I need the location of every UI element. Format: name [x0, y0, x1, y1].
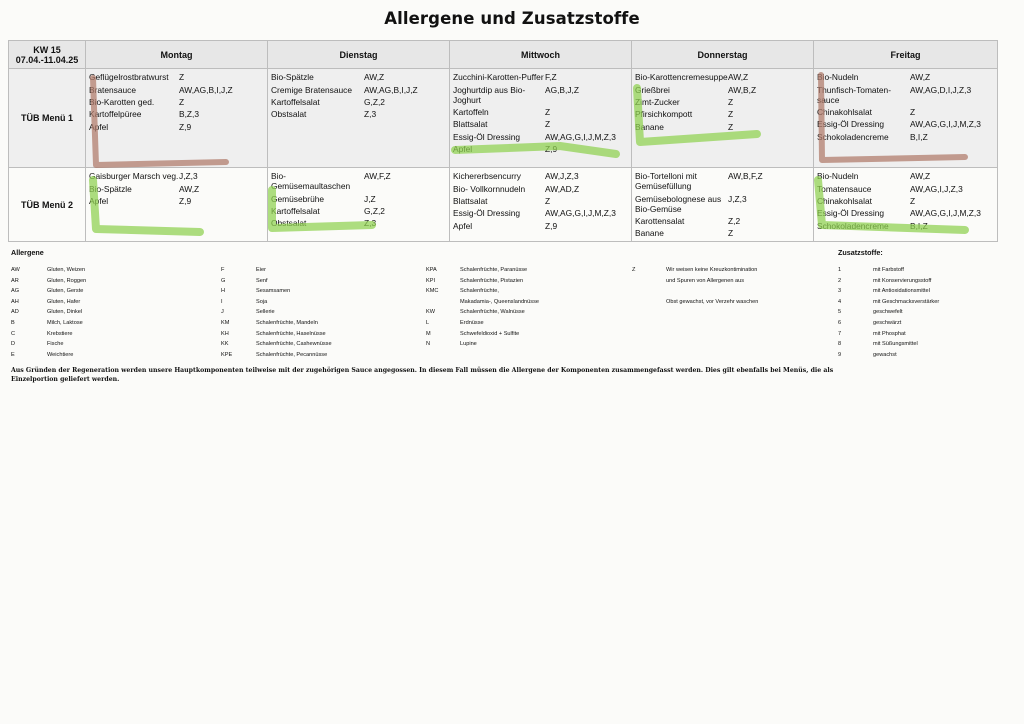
- legend-code: KK: [221, 341, 229, 348]
- dish-codes: Z: [545, 106, 551, 117]
- dish-item: [635, 192, 811, 214]
- dish-name: Chinakohlsalat: [817, 106, 872, 117]
- dish-name: Apfel: [89, 121, 109, 132]
- day-header-dienstag: Dienstag: [268, 41, 450, 69]
- legend-code: 1: [838, 267, 842, 273]
- dish-item: [453, 83, 629, 105]
- dish-codes: AW,B,F,Z: [728, 171, 763, 182]
- dish-codes: AW,AG,G,I,J,M,Z,3: [910, 119, 981, 130]
- dish-codes: Z,3: [364, 109, 377, 120]
- menu-cell: [632, 168, 814, 242]
- dish-name: Thunfisch-Tomaten-sauce: [817, 84, 892, 105]
- dish-name: Kartoffelsalat: [271, 205, 320, 216]
- allergen-entry: [11, 307, 86, 318]
- legend-text: gewachst: [873, 351, 897, 358]
- legend-text: Fische: [47, 341, 64, 348]
- dish-codes: Z: [910, 195, 916, 206]
- legend-code: [632, 297, 666, 308]
- dish-item: [817, 207, 995, 219]
- menu-cell: [632, 69, 814, 168]
- dish-codes: AW,Z: [910, 72, 931, 83]
- dish-item: [89, 121, 265, 133]
- dish-name: Bratensauce: [89, 84, 137, 95]
- dish-name: Bio-Nudeln: [817, 72, 859, 83]
- legend-text: geschwefelt: [873, 309, 903, 316]
- legend-text: Erdnüsse: [460, 319, 484, 326]
- dish-item: [817, 83, 995, 105]
- dish-name: Bio-Spätzle: [89, 183, 132, 194]
- legend-code: 3: [838, 288, 842, 295]
- dish-name: Zimt-Zucker: [635, 96, 680, 107]
- dish-item: [271, 71, 447, 83]
- zusatzstoffe-heading: Zusatzstoffe:: [838, 248, 883, 257]
- menu-cell: [268, 69, 450, 168]
- dish-codes: AW,AG,G,I,J,M,Z,3: [545, 208, 616, 219]
- dish-item: [635, 96, 811, 108]
- legend-code: F: [221, 267, 225, 273]
- allergen-entry: [632, 276, 758, 287]
- legend-text: und Spuren von Allergenen aus: [666, 277, 745, 284]
- legend-code: E: [11, 351, 15, 358]
- dish-codes: Z,9: [545, 144, 558, 155]
- dish-codes: Z: [728, 121, 734, 132]
- legend-text: Gluten, Hafer: [47, 298, 81, 305]
- legend-text: Gluten, Weizen: [47, 267, 86, 273]
- allergen-entry: [221, 286, 332, 297]
- zusatzstoff-entry: [838, 329, 939, 340]
- dish-codes: F,Z: [545, 72, 557, 83]
- legend-code: J: [221, 309, 224, 316]
- legend-text: Soja: [256, 298, 268, 305]
- dish-item: [635, 121, 811, 133]
- day-header-mittwoch: Mittwoch: [450, 41, 632, 69]
- zusatzstoff-entry: [838, 276, 939, 287]
- legend-text: mit Phosphat: [873, 330, 906, 337]
- dish-name: Kartoffelpüree: [89, 109, 142, 120]
- dish-codes: AW,AG,D,I,J,Z,3: [910, 84, 972, 95]
- menu-cell: [814, 168, 998, 242]
- day-header-freitag: Freitag: [814, 41, 998, 69]
- dish-name: Kartoffelsalat: [271, 96, 320, 107]
- dish-name: Geflügelrostbratwurst: [89, 72, 169, 83]
- dish-name: Grießbrei: [635, 84, 670, 95]
- legend-text: Schalenfrüchte, Cashewnüsse: [256, 341, 332, 348]
- dish-item: [453, 118, 629, 130]
- menu-cell: [86, 168, 268, 242]
- allergen-entry: [632, 297, 758, 308]
- legend-text: Schalenfrüchte, Pistazien: [460, 277, 524, 284]
- menu-label: TÜB Menü 1: [9, 69, 86, 168]
- legend-text: Gluten, Dinkel: [47, 309, 83, 316]
- dish-codes: AW,Z: [364, 72, 385, 83]
- legend-code: KM: [221, 319, 230, 326]
- allergen-entry: [221, 297, 332, 308]
- allergen-entry: [11, 318, 86, 329]
- legend-text: Obst gewachst, vor Verzehr waschen: [666, 298, 759, 305]
- dish-name: Essig-Öl Dressing: [817, 119, 885, 130]
- legend-text: Schalenfrüchte,: [460, 288, 499, 295]
- legend-code: KMC: [426, 288, 439, 295]
- allergen-entry: [221, 329, 332, 340]
- dish-codes: Z,3: [364, 218, 377, 229]
- dish-name: Karottensalat: [635, 215, 685, 226]
- dish-item: [89, 182, 265, 194]
- legend-text: Schalenfrüchte, Walnüsse: [460, 309, 525, 316]
- dish-item: [635, 215, 811, 227]
- dish-name: Essig-Öl Dressing: [817, 208, 885, 219]
- legend-code: AD: [11, 309, 19, 316]
- allergen-legend-col-2: [221, 265, 332, 360]
- dish-item: [453, 106, 629, 118]
- allergen-legend-col-1: [11, 265, 86, 360]
- menu-table: [8, 40, 998, 242]
- legend-code: Z: [632, 267, 636, 273]
- dish-codes: AW,AG,B,I,J,Z: [179, 84, 233, 95]
- allergene-heading: Allergene: [11, 248, 44, 257]
- allergen-entry: [426, 276, 539, 287]
- legend-code: 5: [838, 309, 842, 316]
- dish-name: Bio-Karotten ged.: [89, 96, 155, 107]
- allergen-entry: [221, 276, 332, 287]
- dish-name: Bio-Tortelloni mit Gemüsefüllung: [635, 171, 697, 192]
- legend-text: Lupine: [460, 341, 477, 348]
- legend-text: Wir weisen keine Kreuzkontimination: [666, 267, 758, 273]
- dish-name: Cremige Bratensauce: [271, 84, 352, 95]
- zusatzstoff-entry: [838, 350, 939, 361]
- dish-item: [89, 170, 265, 182]
- allergen-entry: [632, 265, 758, 276]
- zusatzstoff-entry: [838, 297, 939, 308]
- legend-code: G: [221, 277, 226, 284]
- dish-name: Pfirsichkompott: [635, 109, 693, 120]
- dish-item: [271, 96, 447, 108]
- allergen-entry: [426, 265, 539, 276]
- dish-codes: J,Z,3: [179, 171, 198, 182]
- dish-item: [271, 83, 447, 95]
- dish-codes: Z: [179, 72, 185, 83]
- dish-name: Zucchini-Karotten-Puffer: [453, 72, 544, 83]
- week-dates: 07.04.-11.04.25: [15, 54, 79, 65]
- dish-name: Gemüsebrühe: [271, 193, 325, 204]
- dish-item: [453, 71, 629, 83]
- legend-code: KH: [221, 330, 229, 337]
- dish-name: Joghurtdip aus Bio-Joghurt: [453, 84, 526, 105]
- dish-name: Apfel: [89, 195, 109, 206]
- menu-cell: [814, 69, 998, 168]
- dish-codes: Z: [728, 96, 734, 107]
- dish-item: [453, 195, 629, 207]
- legend-code: KW: [426, 309, 436, 316]
- legend-text: Schalenfrüchte, Pecannüsse: [256, 351, 328, 358]
- legend-code: 6: [838, 319, 842, 326]
- legend-text: mit Antioxidationsmittel: [873, 288, 930, 295]
- legend-code: L: [426, 319, 430, 326]
- dish-name: Obstsalat: [271, 218, 307, 229]
- dish-item: [817, 131, 995, 143]
- day-header-donnerstag: Donnerstag: [632, 41, 814, 69]
- zusatzstoff-entry: [838, 307, 939, 318]
- dish-codes: B,I,Z: [910, 131, 928, 142]
- allergen-entry: [426, 307, 539, 318]
- legend-code: 9: [838, 351, 842, 358]
- legend-code: I: [221, 298, 223, 305]
- dish-item: [453, 182, 629, 194]
- legend-text: geschwärzt: [873, 319, 902, 326]
- allergen-entry: [11, 265, 86, 276]
- legend-text: Schwefeldioxid + Sulfite: [460, 330, 520, 337]
- dish-item: [453, 207, 629, 219]
- dish-codes: AW,AG,G,I,J,M,Z,3: [910, 208, 981, 219]
- dish-codes: G,Z,2: [364, 205, 385, 216]
- allergen-entry: [426, 297, 539, 308]
- allergen-entry: [426, 286, 539, 297]
- dish-name: Blattsalat: [453, 119, 488, 130]
- dish-name: Kartoffeln: [453, 106, 489, 117]
- dish-item: [635, 227, 811, 239]
- legend-text: Krebstiere: [47, 330, 73, 337]
- dish-codes: AW,AG,I,J,Z,3: [910, 183, 963, 194]
- legend-code: AH: [11, 298, 19, 305]
- dish-name: Essig-Öl Dressing: [453, 208, 521, 219]
- dish-name: Gaisburger Marsch veg.: [89, 171, 179, 182]
- allergen-entry: [632, 286, 758, 297]
- menu-cell: [268, 168, 450, 242]
- legend-text: mit Farbstoff: [873, 267, 904, 273]
- dish-item: [271, 108, 447, 120]
- legend-text: mit Geschmacksverstärker: [873, 298, 940, 305]
- dish-item: [271, 217, 447, 229]
- day-header-montag: Montag: [86, 41, 268, 69]
- dish-item: [635, 108, 811, 120]
- dish-name: Bio-Gemüsemaultaschen: [271, 171, 351, 192]
- allergen-entry: [426, 329, 539, 340]
- allergen-entry: [221, 318, 332, 329]
- legend-text: Gluten, Roggen: [47, 277, 87, 284]
- dish-codes: AW,Z: [179, 183, 200, 194]
- page-title: Allergene und Zusatzstoffe: [384, 9, 640, 28]
- week-header: [9, 41, 86, 69]
- legend-code: M: [426, 330, 431, 337]
- dish-name: Gemüsebolognese aus Bio-Gemüse: [635, 193, 722, 214]
- dish-codes: Z: [179, 96, 185, 107]
- legend-code: KPE: [221, 351, 233, 358]
- legend-text: Schalenfrüchte, Haselnüsse: [256, 330, 326, 337]
- allergen-entry: [221, 350, 332, 361]
- dish-item: [817, 220, 995, 232]
- dish-codes: J,Z,3: [728, 193, 747, 204]
- legend-text: Schalenfrüchte, Paranüsse: [460, 267, 528, 273]
- legend-code: D: [11, 341, 16, 348]
- legend-code: H: [221, 288, 226, 295]
- dish-name: Bio- Vollkornnudeln: [453, 183, 526, 194]
- dish-codes: J,Z: [364, 193, 376, 204]
- legend-text: Makadamia-, Queenslandnüsse: [460, 298, 539, 305]
- dish-name: Tomatensauce: [817, 183, 872, 194]
- legend-text: Eier: [256, 267, 266, 273]
- dish-item: [89, 71, 265, 83]
- dish-codes: Z: [728, 109, 734, 120]
- dish-name: Banane: [635, 121, 664, 132]
- menu-cell: [450, 168, 632, 242]
- dish-codes: AW,B,Z: [728, 84, 757, 95]
- week-number: KW 15: [33, 44, 61, 55]
- dish-codes: Z,2: [728, 215, 741, 226]
- dish-name: Bio-Spätzle: [271, 72, 314, 83]
- dish-item: [635, 83, 811, 95]
- allergen-entry: [11, 339, 86, 350]
- dish-item: [271, 192, 447, 204]
- dish-item: [635, 71, 811, 83]
- dish-item: [89, 83, 265, 95]
- legend-text: Senf: [256, 277, 268, 284]
- dish-name: Apfel: [453, 144, 473, 155]
- dish-codes: AW,Z: [728, 72, 749, 83]
- allergen-entry: [426, 318, 539, 329]
- legend-code: N: [426, 341, 431, 348]
- dish-item: [817, 118, 995, 130]
- allergen-entry: [221, 265, 332, 276]
- allergen-entry: [11, 276, 86, 287]
- allergen-entry: [221, 307, 332, 318]
- legend-code: B: [11, 319, 15, 326]
- dish-item: [271, 205, 447, 217]
- zusatzstoff-entry: [838, 339, 939, 350]
- dish-item: [453, 170, 629, 182]
- dish-name: Obstsalat: [271, 109, 307, 120]
- legend-text: Sesamsamen: [256, 288, 291, 295]
- legend-code: AW: [11, 267, 20, 273]
- dish-codes: Z: [545, 195, 551, 206]
- menu-row-1: [9, 69, 998, 168]
- dish-name: Schokoladencreme: [817, 131, 889, 142]
- legend-code: [426, 297, 460, 308]
- legend-code: KPA: [426, 267, 437, 273]
- legend-text: mit Konservierungsstoff: [873, 277, 932, 284]
- dish-item: [635, 170, 811, 192]
- allergen-entry: [11, 297, 86, 308]
- dish-name: Blattsalat: [453, 195, 488, 206]
- menu-cell: [86, 69, 268, 168]
- menu-row-2: [9, 168, 998, 242]
- dish-codes: AW,J,Z,3: [545, 171, 579, 182]
- allergen-legend-col-4: [632, 265, 758, 307]
- dish-codes: Z: [545, 119, 551, 130]
- dish-codes: AW,AG,G,I,J,M,Z,3: [545, 131, 616, 142]
- dish-name: Kichererbsencurry: [453, 171, 521, 182]
- dish-item: [817, 71, 995, 83]
- dish-item: [453, 143, 629, 155]
- dish-item: [817, 106, 995, 118]
- legend-code: AR: [11, 277, 19, 284]
- dish-item: [453, 220, 629, 232]
- legend-code: AG: [11, 288, 20, 295]
- allergen-entry: [11, 286, 86, 297]
- dish-name: Chinakohlsalat: [817, 195, 872, 206]
- dish-item: [817, 195, 995, 207]
- dish-codes: AW,AD,Z: [545, 183, 580, 194]
- dish-item: [89, 108, 265, 120]
- zusatzstoffe-legend: [838, 265, 939, 360]
- allergen-entry: [11, 329, 86, 340]
- legend-code: 7: [838, 330, 842, 337]
- legend-code: 4: [838, 298, 842, 305]
- dish-codes: Z: [728, 228, 734, 239]
- legend-code: [632, 286, 666, 297]
- zusatzstoff-entry: [838, 286, 939, 297]
- dish-codes: G,Z,2: [364, 96, 385, 107]
- dish-item: [453, 131, 629, 143]
- dish-name: Bio-Nudeln: [817, 171, 859, 182]
- allergen-entry: [221, 339, 332, 350]
- dish-codes: Z,9: [179, 195, 192, 206]
- legend-text: Weichtiere: [47, 351, 74, 358]
- legend-text: mit Süßungsmittel: [873, 341, 918, 348]
- dish-codes: B,I,Z: [910, 220, 928, 231]
- legend-code: 2: [838, 277, 842, 284]
- dish-name: Apfel: [453, 220, 473, 231]
- menu-label: TÜB Menü 2: [9, 168, 86, 242]
- menu-cell: [450, 69, 632, 168]
- dish-name: Schokoladencreme: [817, 220, 889, 231]
- dish-codes: AW,Z: [910, 171, 931, 182]
- dish-name: Banane: [635, 228, 664, 239]
- zusatzstoff-entry: [838, 265, 939, 276]
- allergen-legend-col-3: [426, 265, 539, 350]
- dish-name: Essig-Öl Dressing: [453, 131, 521, 142]
- allergen-entry: [11, 350, 86, 361]
- regeneration-note: Aus Gründen der Regeneration werden unsere Hauptkomponenten teilweise mit der zugehörigen Sauce angegossen. In diesem Fall müssen die Allergene der Komponenten zusammengefasst werden. Dies gilt ebenfalls bei Menüs, die als Einzelportion geliefert werden.: [11, 367, 834, 383]
- dish-codes: B,Z,3: [179, 109, 200, 120]
- legend-text: Gluten, Gerste: [47, 288, 84, 295]
- dish-codes: AW,AG,B,I,J,Z: [364, 84, 418, 95]
- dish-name: Bio-Karottencremesuppe: [635, 72, 728, 83]
- legend-text: Sellerie: [256, 309, 275, 316]
- legend-code: [632, 276, 666, 287]
- dish-item: [89, 96, 265, 108]
- allergen-entry: [426, 339, 539, 350]
- legend-code: 8: [838, 341, 842, 348]
- dish-codes: Z,9: [179, 121, 192, 132]
- dish-item: [817, 182, 995, 194]
- dish-codes: Z,9: [545, 220, 558, 231]
- zusatzstoff-entry: [838, 318, 939, 329]
- legend-code: C: [11, 330, 16, 337]
- dish-item: [817, 170, 995, 182]
- dish-item: [271, 170, 447, 192]
- legend-text: Milch, Laktose: [47, 319, 83, 326]
- legend-text: Schalenfrüchte, Mandeln: [256, 319, 318, 326]
- dish-codes: AW,F,Z: [364, 171, 391, 182]
- dish-codes: AG,B,J,Z: [545, 84, 579, 95]
- dish-item: [89, 195, 265, 207]
- legend-code: KPI: [426, 277, 436, 284]
- dish-codes: Z: [910, 106, 916, 117]
